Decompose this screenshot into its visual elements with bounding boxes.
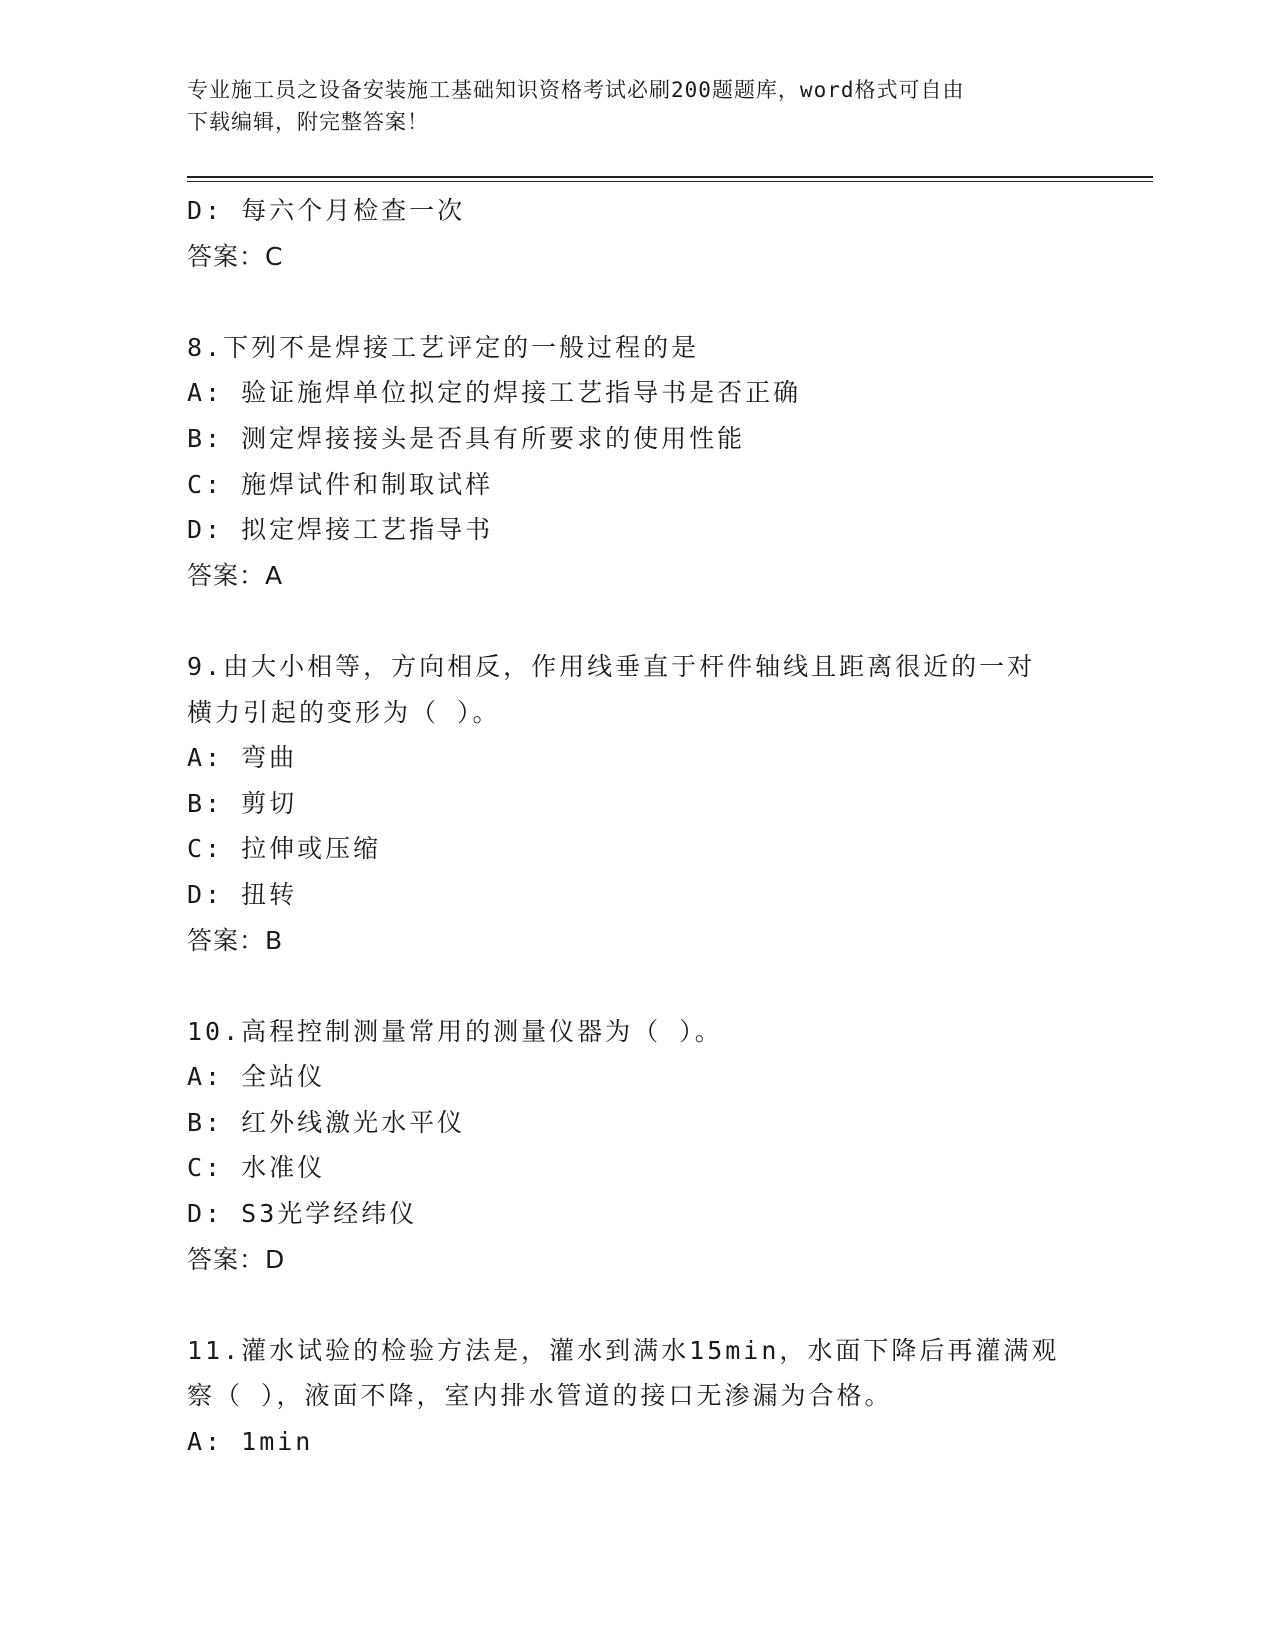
option-d: D: 扭转 bbox=[187, 879, 298, 909]
question-stem-continued: 察（ ），液面不降，室内排水管道的接口无渗漏为合格。 bbox=[187, 1381, 893, 1411]
question-list bbox=[187, 188, 1087, 1465]
option-c: C: 水准仪 bbox=[187, 1153, 326, 1183]
question-8 bbox=[187, 325, 1087, 599]
header-rule-thick bbox=[187, 176, 1153, 178]
header-title-line-1: 专业施工员之设备安装施工基础知识资格考试必刷200题题库，word格式可自由 bbox=[187, 78, 965, 102]
document-header bbox=[187, 74, 1067, 138]
answer-label: 答案：B bbox=[187, 925, 284, 955]
option-a: A: 验证施焊单位拟定的焊接工艺指导书是否正确 bbox=[187, 378, 802, 408]
question-9 bbox=[187, 644, 1087, 963]
spacer bbox=[187, 598, 1087, 644]
question-stem: 10.高程控制测量常用的测量仪器为（ ）。 bbox=[187, 1016, 723, 1046]
option-b: B: 剪切 bbox=[187, 788, 298, 818]
question-stem: 8.下列不是焊接工艺评定的一般过程的是 bbox=[187, 332, 700, 362]
option-a: A: 1min bbox=[187, 1427, 314, 1457]
answer-label: 答案：D bbox=[187, 1244, 286, 1274]
header-title-line-2: 下载编辑，附完整答案！ bbox=[187, 110, 429, 134]
question-stem: 9.由大小相等，方向相反，作用线垂直于杆件轴线且距离很近的一对 bbox=[187, 651, 1036, 681]
option-b: B: 测定焊接接头是否具有所要求的使用性能 bbox=[187, 423, 746, 453]
option-d: D: S3光学经纬仪 bbox=[187, 1199, 418, 1229]
answer-label: 答案：A bbox=[187, 560, 284, 590]
question-11 bbox=[187, 1328, 1087, 1465]
option-b: B: 红外线激光水平仪 bbox=[187, 1107, 466, 1137]
spacer bbox=[187, 279, 1087, 325]
option-d: D: 拟定焊接工艺指导书 bbox=[187, 515, 494, 545]
option-a: A: 全站仪 bbox=[187, 1062, 326, 1092]
header-rule-thin bbox=[187, 181, 1153, 182]
question-stem-continued: 横力引起的变形为（ ）。 bbox=[187, 697, 501, 727]
option-c: C: 拉伸或压缩 bbox=[187, 834, 382, 864]
spacer bbox=[187, 963, 1087, 1009]
fragment-option-d: D: 每六个月检查一次 bbox=[187, 196, 466, 225]
question-10 bbox=[187, 1009, 1087, 1283]
option-c: C: 施焊试件和制取试样 bbox=[187, 469, 494, 499]
spacer bbox=[187, 1282, 1087, 1328]
fragment-answer: 答案：C bbox=[187, 241, 284, 271]
question-stem: 11.灌水试验的检验方法是，灌水到满水15min，水面下降后再灌满观 bbox=[187, 1335, 1060, 1365]
option-a: A: 弯曲 bbox=[187, 743, 298, 773]
